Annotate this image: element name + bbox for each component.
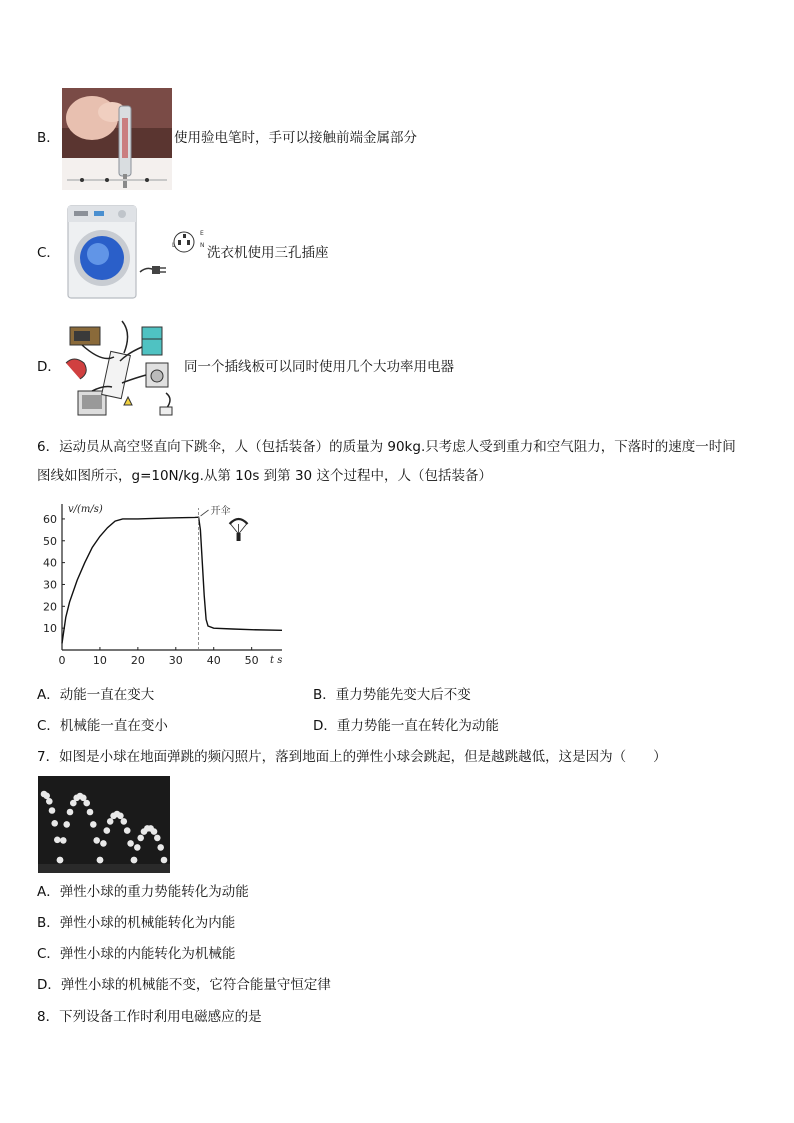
q7-question: 7．如图是小球在地面弹跳的频闪照片，落到地面上的弹性小球会跳起，但是越跳越低，这是因为（ ）	[37, 749, 667, 765]
ball-image	[60, 837, 67, 844]
ball-image	[46, 798, 53, 805]
option-b-text: 使用验电笔时，手可以接触前端金属部分	[174, 130, 417, 146]
ball-image	[124, 827, 131, 834]
y-tick-label: 60	[43, 512, 57, 526]
ball-image	[121, 818, 128, 825]
washing-machine-image	[62, 202, 207, 302]
ball-image	[131, 857, 138, 864]
ball-image	[49, 807, 56, 814]
ball-image	[100, 840, 107, 847]
q6-option-c: C．机械能一直在变小	[37, 718, 168, 734]
socket-label-l: L	[172, 242, 176, 249]
q8-question: 8．下列设备工作时利用电磁感应的是	[37, 1009, 262, 1025]
y-tick-label: 40	[43, 556, 57, 570]
q6-question-line2: 图线如图所示，g=10N/kg.从第 10s 到第 30 这个过程中，人（包括装备）	[37, 468, 492, 484]
ball-image	[107, 818, 114, 825]
y-tick-label: 10	[43, 622, 57, 636]
ball-image	[54, 837, 61, 844]
option-d-text: 同一个插线板可以同时使用几个大功率用电器	[184, 359, 454, 375]
ball-image	[137, 835, 144, 842]
q6-question-line1: 6．运动员从高空竖直向下跳伞，人（包括装备）的质量为 90kg.只考虑人受到重力和空气阻力，下落时的速度一时间	[37, 439, 736, 455]
option-c-letter: C．	[37, 245, 60, 261]
tester-pen-photo	[62, 88, 172, 190]
ball-image	[57, 857, 64, 864]
parachute-icon	[230, 519, 248, 541]
x-tick-label: 10	[92, 654, 107, 667]
ball-image	[127, 840, 134, 847]
q7-option-c: C．弹性小球的内能转化为机械能	[37, 946, 236, 962]
ball-image	[151, 828, 158, 835]
chart-series	[62, 517, 282, 643]
y-axis-label: v/(m/s)	[68, 504, 103, 515]
q6-option-b: B．重力势能先变大后不变	[313, 687, 471, 703]
ball-image	[87, 809, 94, 816]
q6-option-d: D．重力势能一直在转化为动能	[313, 718, 499, 734]
chart-axes	[62, 504, 282, 666]
socket-label-e: E	[200, 230, 204, 237]
ball-image	[97, 857, 104, 864]
velocity-line	[62, 517, 282, 643]
ball-image	[83, 800, 90, 807]
x-tick-label: 40	[206, 654, 221, 667]
q7-option-d: D．弹性小球的机械能不变，它符合能量守恒定律	[37, 977, 331, 993]
ball-image	[104, 827, 111, 834]
q6-option-a: A．动能一直在变大	[37, 687, 155, 703]
ball-image	[51, 820, 58, 827]
ball-image	[67, 809, 74, 816]
ball-image	[134, 844, 141, 851]
ball-image	[157, 844, 164, 851]
annotation-leader	[201, 510, 209, 516]
ball-image	[63, 821, 70, 828]
q7-option-a: A．弹性小球的重力势能转化为动能	[37, 884, 249, 900]
ball-image	[117, 813, 124, 820]
y-tick-label: 50	[43, 534, 57, 548]
x-tick-label: 0	[58, 654, 66, 667]
q7-option-b: B．弹性小球的机械能转化为内能	[37, 915, 236, 931]
x-axis-label: t s	[270, 655, 283, 666]
ball-image	[161, 857, 168, 864]
ball-image	[93, 837, 100, 844]
x-tick-label: 30	[168, 654, 183, 667]
overloaded-power-strip-image	[62, 313, 182, 421]
bouncing-ball-photo	[38, 776, 170, 873]
x-tick-label: 20	[130, 654, 145, 667]
ball-image	[90, 821, 97, 828]
option-b-letter: B．	[37, 130, 60, 146]
chart-ticks	[43, 513, 259, 667]
annotation-label: 开伞	[210, 506, 231, 517]
ball-image	[154, 835, 161, 842]
option-c-text: 洗衣机使用三孔插座	[207, 245, 329, 261]
y-tick-label: 30	[43, 578, 57, 592]
option-d-letter: D．	[37, 359, 61, 375]
socket-label-n: N	[200, 242, 205, 249]
y-tick-label: 20	[43, 600, 57, 614]
velocity-time-chart	[30, 500, 290, 672]
x-tick-label: 50	[244, 654, 259, 667]
